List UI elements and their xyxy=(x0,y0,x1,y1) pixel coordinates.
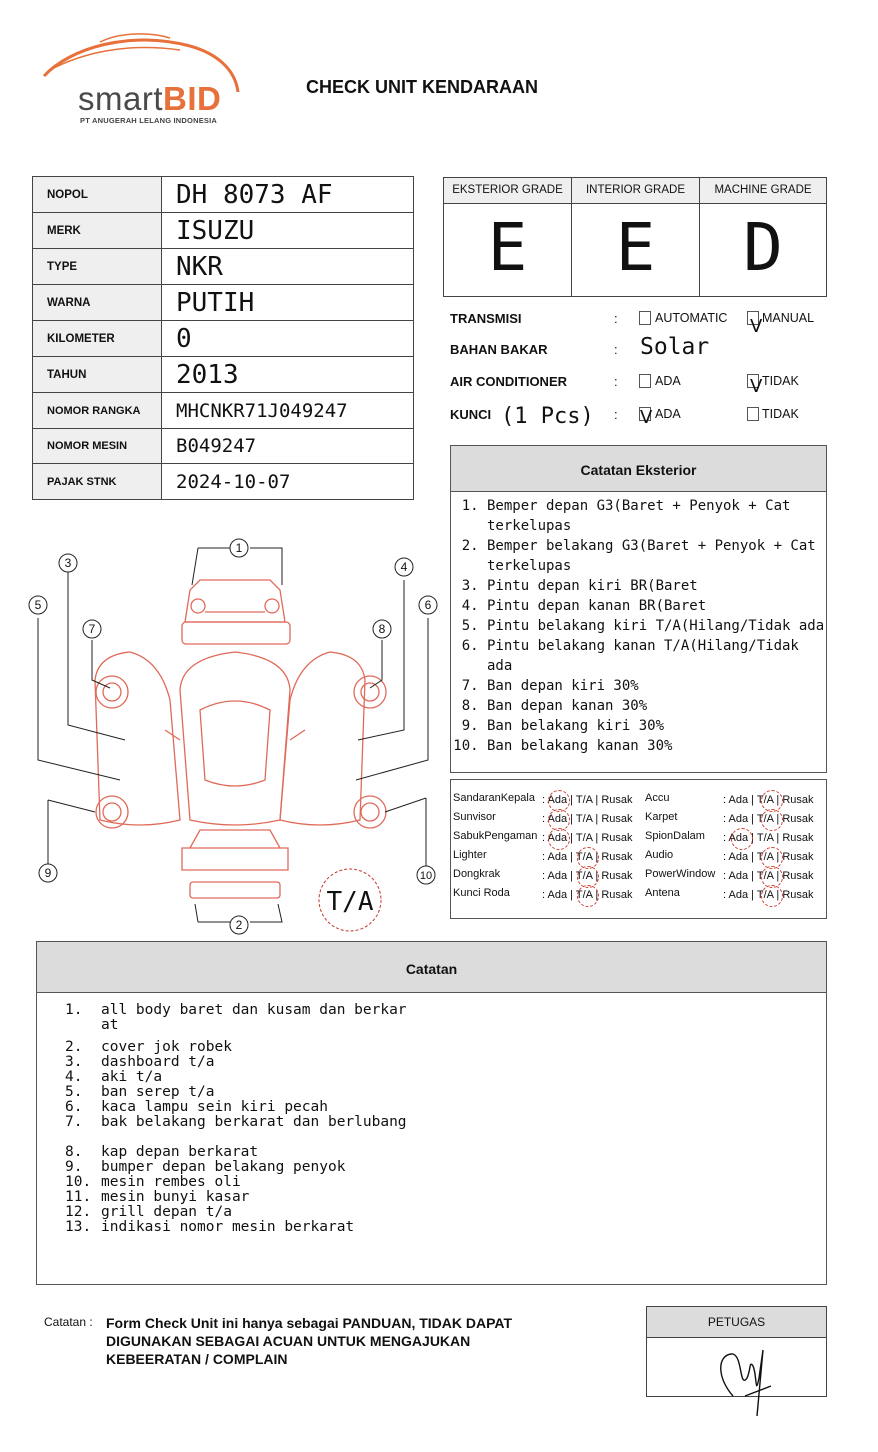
callout-3: 3 xyxy=(64,556,72,570)
grade-machine-label: MACHINE GRADE xyxy=(700,178,826,204)
brand-wordmark: smartBID xyxy=(78,80,222,117)
label-warna: WARNA xyxy=(33,285,162,321)
accessory-status: : Ada | T/A | Rusak xyxy=(542,851,633,863)
exterior-notes-panel xyxy=(450,445,827,773)
car-left-side xyxy=(95,652,180,825)
value-tahun: 2013 xyxy=(162,357,414,393)
car-front-view xyxy=(185,580,285,622)
note-number: 3. xyxy=(65,1054,83,1070)
note-text: grill depan t/a xyxy=(101,1204,232,1220)
colon: : xyxy=(614,311,618,326)
signature-image xyxy=(647,1338,826,1398)
exterior-note: 10. Ban belakang kanan 30% xyxy=(487,736,826,756)
accessory-name: PowerWindow xyxy=(645,868,716,880)
accessory-status: : Ada | T/A | Rusak xyxy=(723,851,814,863)
automatic-checkbox[interactable] xyxy=(639,311,651,325)
check-mark: V xyxy=(640,407,653,428)
check-mark: V xyxy=(750,316,763,337)
value-type: NKR xyxy=(162,249,414,285)
note-text: cover jok robek xyxy=(101,1039,232,1055)
note-number: 6. xyxy=(65,1099,83,1115)
label-tahun: TAHUN xyxy=(33,357,162,393)
accessory-status: : Ada | T/A | Rusak xyxy=(723,832,814,844)
note-number: 4. xyxy=(65,1069,83,1085)
note-text: indikasi nomor mesin berkarat xyxy=(101,1219,355,1235)
exterior-note: 4. Pintu depan kanan BR(Baret xyxy=(487,596,826,616)
grades-box xyxy=(443,177,827,297)
label-nopol: NOPOL xyxy=(33,177,162,213)
note-text: mesin rembes oli xyxy=(101,1174,241,1190)
exterior-note: 3. Pintu depan kiri BR(Baret xyxy=(487,576,826,596)
selection-circle xyxy=(761,809,783,831)
accessory-name: SabukPengaman xyxy=(453,830,538,842)
exterior-notes-title: Catatan Eksterior xyxy=(451,446,826,492)
note-number: 5. xyxy=(65,1084,83,1100)
grade-interior xyxy=(572,178,700,296)
accessory-name: SandaranKepala xyxy=(453,792,535,804)
colon: : xyxy=(614,342,618,357)
label-type: TYPE xyxy=(33,249,162,285)
petugas-box xyxy=(646,1306,827,1397)
exterior-note: 7. Ban depan kiri 30% xyxy=(487,676,826,696)
note-text: aki t/a xyxy=(101,1069,163,1085)
ac-label: AIR CONDITIONER xyxy=(450,374,567,389)
kunci-label: KUNCI xyxy=(450,407,492,422)
vehicle-info-table xyxy=(32,176,414,500)
accessory-status: : Ada | T/A | Rusak xyxy=(542,870,633,882)
label-merk: MERK xyxy=(33,213,162,249)
colon: : xyxy=(614,374,618,389)
accessory-status: : Ada | T/A | Rusak xyxy=(723,870,814,882)
exterior-note: 8. Ban depan kanan 30% xyxy=(487,696,826,716)
note-text: mesin bunyi kasar xyxy=(101,1189,250,1205)
callout-7: 7 xyxy=(88,622,96,636)
exterior-note: 2. Bemper belakang G3(Baret + Penyok + Cat terkelupas xyxy=(487,536,826,576)
value-nomor-rangka: MHCNKR71J049247 xyxy=(162,393,414,429)
note-text: kap depan berkarat xyxy=(101,1144,259,1160)
car-rear-view xyxy=(182,848,288,870)
note-number: 9. xyxy=(65,1159,83,1175)
accessory-status: : Ada | T/A | Rusak xyxy=(723,889,814,901)
callout-8: 8 xyxy=(378,622,386,636)
bahan-bakar-value: Solar xyxy=(640,334,710,360)
grade-machine-value: D xyxy=(743,209,783,286)
exterior-note: 1. Bemper depan G3(Baret + Penyok + Cat terkelupas xyxy=(487,496,826,536)
accessory-name: Karpet xyxy=(645,811,678,823)
selection-circle xyxy=(548,828,570,850)
ac-ada-checkbox[interactable] xyxy=(639,374,651,388)
ac-tidak-label: TIDAK xyxy=(762,374,799,388)
callout-1: 1 xyxy=(235,541,243,555)
automatic-label: AUTOMATIC xyxy=(655,311,728,325)
notes-title: Catatan xyxy=(37,942,826,993)
value-warna: PUTIH xyxy=(162,285,414,321)
accessory-status: : Ada | T/A | Rusak xyxy=(542,813,633,825)
value-pajak-stnk: 2024-10-07 xyxy=(162,464,414,500)
callout-9: 9 xyxy=(44,866,52,880)
accessory-name: Kunci Roda xyxy=(453,887,510,899)
value-kilometer: 0 xyxy=(162,321,414,357)
exterior-note: 5. Pintu belakang kiri T/A(Hilang/Tidak ada xyxy=(487,616,826,636)
callout-2: 2 xyxy=(235,918,243,932)
car-damage-diagram xyxy=(20,530,440,940)
brand-subtitle: PT ANUGERAH LELANG INDONESIA xyxy=(80,116,217,125)
bahan-bakar-label: BAHAN BAKAR xyxy=(450,342,548,357)
note-number: 10. xyxy=(65,1174,92,1190)
exterior-note: 9. Ban belakang kiri 30% xyxy=(487,716,826,736)
accessory-name: Audio xyxy=(645,849,674,861)
note-number: 2. xyxy=(65,1039,83,1055)
note-number: 11. xyxy=(65,1189,92,1205)
footer-disclaimer: Form Check Unit ini hanya sebagai PANDUAN, TIDAK DAPAT DIGUNAKAN SEBAGAI ACUAN UNTUK MENGAJUKAN KEBEERATAN / COMPLAIN xyxy=(106,1315,513,1367)
accessory-name: Dongkrak xyxy=(453,868,501,880)
kunci-tidak-checkbox[interactable] xyxy=(747,407,759,421)
transmisi-label: TRANSMISI xyxy=(450,311,522,326)
label-kilometer: KILOMETER xyxy=(33,321,162,357)
label-pajak-stnk: PAJAK STNK xyxy=(33,464,162,500)
check-mark: V xyxy=(750,376,763,397)
value-merk: ISUZU xyxy=(162,213,414,249)
callout-10: 10 xyxy=(419,870,433,882)
accessory-name: Sunvisor xyxy=(453,811,496,823)
page-title: CHECK UNIT KENDARAAN xyxy=(306,77,538,97)
stamp-ta: T/A xyxy=(326,887,374,917)
selection-circle xyxy=(761,885,783,907)
selection-circle xyxy=(577,885,599,907)
callout-5: 5 xyxy=(34,598,42,612)
colon: : xyxy=(614,407,618,422)
value-nomor-mesin: B049247 xyxy=(162,429,414,464)
label-nomor-mesin: NOMOR MESIN xyxy=(33,429,162,464)
kunci-count: (1 Pcs) xyxy=(501,404,594,429)
callout-4: 4 xyxy=(400,560,408,574)
selection-circle xyxy=(731,828,753,850)
exterior-note: 6. Pintu belakang kanan T/A(Hilang/Tidak ada xyxy=(487,636,826,676)
accessory-name: Lighter xyxy=(453,849,487,861)
accessory-status: : Ada | T/A | Rusak xyxy=(542,794,633,806)
accessory-status: : Ada | T/A | Rusak xyxy=(542,889,633,901)
petugas-label: PETUGAS xyxy=(647,1307,826,1338)
callout-6: 6 xyxy=(424,598,432,612)
grade-machine xyxy=(700,178,826,296)
grade-interior-label: INTERIOR GRADE xyxy=(572,178,699,204)
notes-panel xyxy=(36,941,827,1285)
accessories-panel xyxy=(450,779,827,919)
grade-exterior xyxy=(444,178,572,296)
note-text: kaca lampu sein kiri pecah xyxy=(101,1099,328,1115)
note-number: 8. xyxy=(65,1144,83,1160)
grade-exterior-label: EKSTERIOR GRADE xyxy=(444,178,571,204)
accessory-name: Accu xyxy=(645,792,670,804)
kunci-tidak-label: TIDAK xyxy=(762,407,799,421)
label-nomor-rangka: NOMOR RANGKA xyxy=(33,393,162,429)
value-nopol: DH 8073 AF xyxy=(162,177,414,213)
car-top-view xyxy=(180,652,290,825)
accessory-name: SpionDalam xyxy=(645,830,705,842)
accessory-status: : Ada | T/A | Rusak xyxy=(542,832,633,844)
ac-ada-label: ADA xyxy=(655,374,681,388)
note-number: 12. xyxy=(65,1204,92,1220)
note-number: 13. xyxy=(65,1219,92,1235)
accessory-status: : Ada | T/A | Rusak xyxy=(723,794,814,806)
note-number: 7. xyxy=(65,1114,83,1130)
grade-interior-value: E xyxy=(615,209,656,286)
note-text: bumper depan belakang penyok xyxy=(101,1159,346,1175)
footer-label: Catatan : xyxy=(44,1315,93,1329)
note-text: bak belakang berkarat dan berlubang xyxy=(101,1114,407,1130)
note-number: 1. xyxy=(65,1002,83,1018)
note-text: ban serep t/a xyxy=(101,1084,215,1100)
note-text: all body baret dan kusam dan berkar at xyxy=(101,1002,407,1033)
manual-label: MANUAL xyxy=(762,311,815,325)
kunci-ada-label: ADA xyxy=(655,407,681,421)
accessory-name: Antena xyxy=(645,887,680,899)
note-text: dashboard t/a xyxy=(101,1054,215,1070)
accessory-status: : Ada | T/A | Rusak xyxy=(723,813,814,825)
grade-exterior-value: E xyxy=(487,209,528,286)
